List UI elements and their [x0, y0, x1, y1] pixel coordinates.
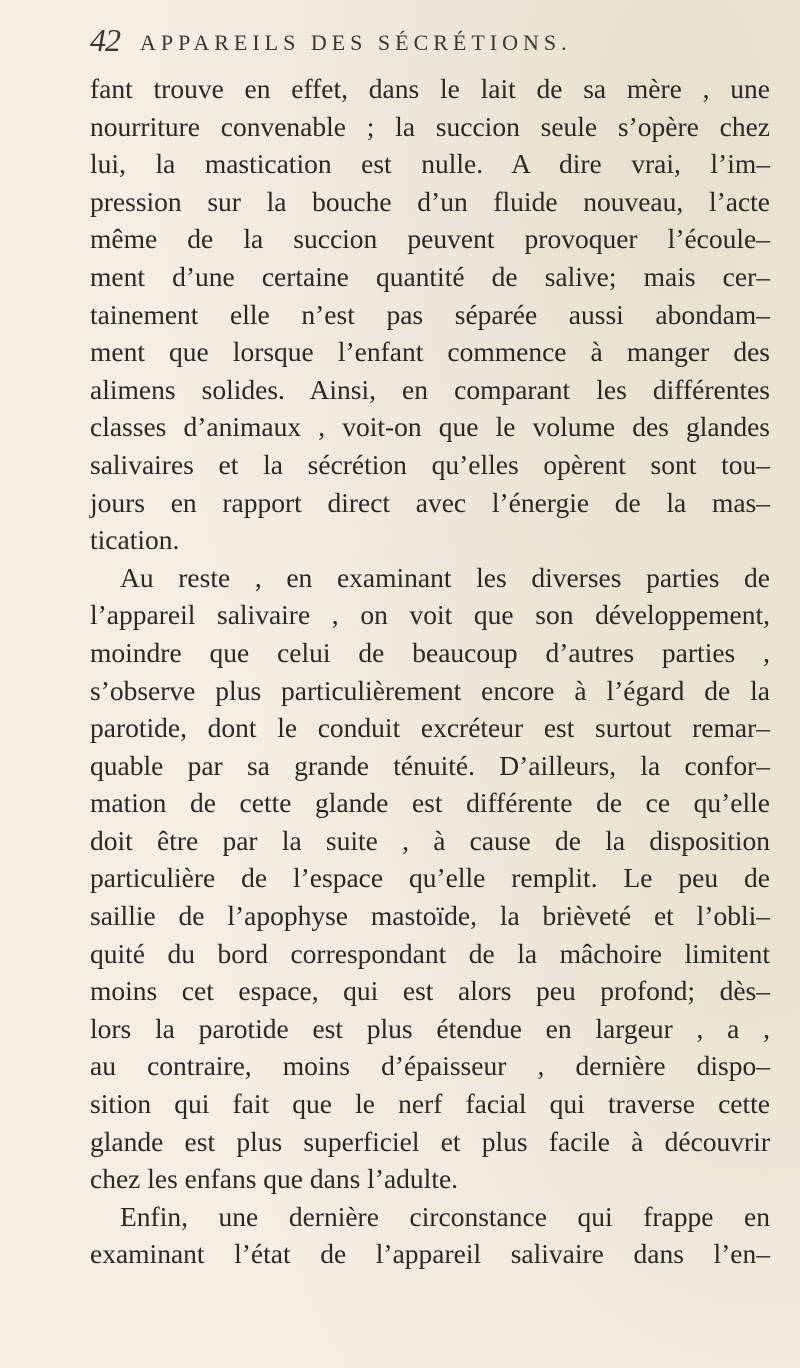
text-line: mation de cette glande est différente de ce qu’elle [90, 787, 770, 819]
running-head: APPAREILS DES SÉCRÉTIONS. [140, 30, 572, 55]
text-line: jours en rapport direct avec l’énergie de la mas– [90, 486, 770, 518]
text-line: tication. [90, 524, 180, 556]
text-line: fant trouve en effet, dans le lait de sa mère , une [90, 73, 770, 104]
text-line: moindre que celui de beaucoup d’autres parties , [90, 636, 770, 668]
text-line: au contraire, moins d’épaisseur , dernière dispo– [90, 1050, 770, 1082]
text-line: pression sur la bouche d’un fluide nouveau, l’acte [90, 185, 770, 217]
text-line: classes d’animaux , voit-on que le volume des glandes [90, 411, 770, 443]
text-line: sition qui fait que le nerf facial qui traverse cette [90, 1088, 770, 1120]
text-line: ment d’une certaine quantité de salive; mais cer– [90, 260, 770, 292]
body-text [90, 70, 770, 1273]
text-line: lui, la mastication est nulle. A dire vrai, l’im– [90, 148, 770, 180]
text-line: même de la succion peuvent provoquer l’écoule– [90, 223, 770, 255]
text-line: particulière de l’espace qu’elle remplit. Le peu de [90, 862, 770, 894]
text-line: ment que lorsque l’enfant commence à manger des [90, 336, 770, 368]
text-line: s’observe plus particulièrement encore à l’égard de la [90, 674, 770, 706]
text-line: parotide, dont le conduit excréteur est surtout remar– [90, 712, 770, 744]
text-line: moins cet espace, qui est alors peu profond; dès– [90, 975, 770, 1007]
text-line: quité du bord correspondant de la mâchoire limitent [90, 937, 770, 969]
text-line: l’appareil salivaire , on voit que son développement, [90, 599, 770, 631]
page-header [90, 22, 730, 62]
text-line: saillie de l’apophyse mastoïde, la brièveté et l’obli– [90, 900, 770, 932]
text-line: tainement elle n’est pas séparée aussi abondam– [90, 298, 770, 330]
text-line: Enfin, une dernière circonstance qui frappe en [120, 1200, 770, 1232]
text-line: quable par sa grande ténuité. D’ailleurs, la confor– [90, 749, 770, 781]
text-line: alimens solides. Ainsi, en comparant les différentes [90, 373, 770, 405]
text-line: doit être par la suite , à cause de la disposition [90, 824, 770, 856]
text-line: glande est plus superficiel et plus facile à découvrir [90, 1125, 770, 1157]
page-number: 42 [90, 22, 120, 58]
text-line: chez les enfans que dans l’adulte. [90, 1163, 459, 1195]
text-line: salivaires et la sécrétion qu’elles opèrent sont tou– [90, 448, 770, 480]
text-line: examinant l’état de l’appareil salivaire dans l’en– [90, 1238, 770, 1270]
text-line: nourriture convenable ; la succion seule s’opère chez [90, 110, 770, 142]
text-line: lors la parotide est plus étendue en largeur , a , [90, 1012, 770, 1044]
text-line: Au reste , en examinant les diverses parties de [120, 561, 770, 593]
